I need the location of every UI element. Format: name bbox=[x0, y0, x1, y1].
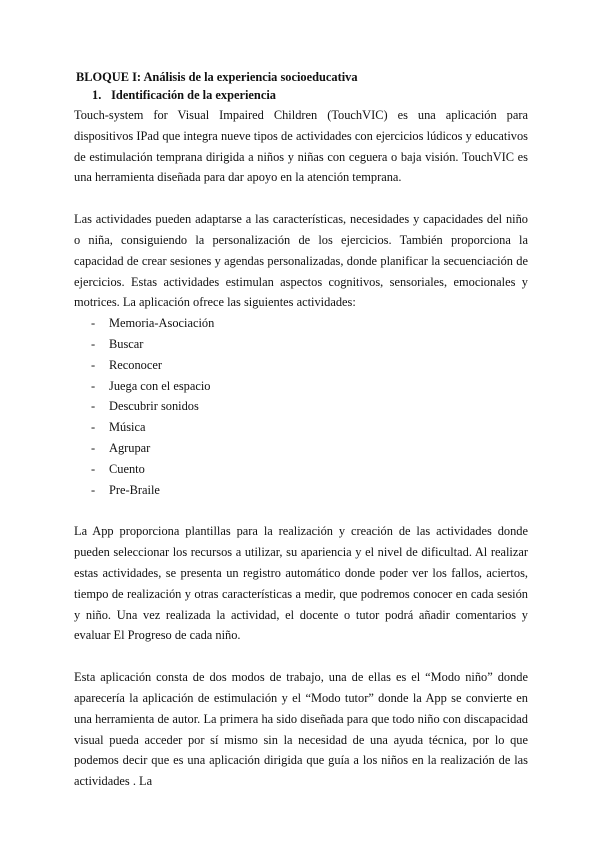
list-dash: - bbox=[91, 482, 96, 497]
activity-item bbox=[74, 313, 528, 334]
paragraph-intro: Touch-system for Visual Impaired Children (TouchVIC) es una aplicación para dispositivos IPad que integra nueve tipos de actividades con ejercicios lúdicos y educativos de estimulación temprana dirigida a niños y niñas con ceguera o baja visión. TouchVIC es una herramienta diseñada para dar apoyo en la atención temprana. bbox=[74, 108, 528, 185]
activity-label: Agrupar bbox=[109, 440, 151, 455]
activity-label: Buscar bbox=[109, 336, 144, 351]
list-dash: - bbox=[91, 316, 96, 331]
list-dash: - bbox=[91, 357, 96, 372]
page-content bbox=[74, 68, 528, 792]
activity-item bbox=[74, 417, 528, 438]
activities-list bbox=[74, 313, 528, 500]
activity-label: Música bbox=[109, 420, 146, 435]
activity-label: Memoria-Asociación bbox=[109, 316, 215, 331]
list-dash: - bbox=[91, 420, 96, 435]
list-dash: - bbox=[91, 440, 96, 455]
activity-label: Cuento bbox=[109, 461, 145, 476]
paragraph-activities-intro: Las actividades pueden adaptarse a las características, necesidades y capacidades del niño o niña, consiguiendo la personalización de los ejercicios. También proporciona la capacidad de crear sesiones y agendas personalizadas, donde planificar la secuenciación de ejercicios. Estas actividades estimulan aspectos cognitivos, sensoriales, emocionales y motrices. La aplicación ofrece las siguientes actividades: bbox=[74, 212, 528, 310]
activity-item bbox=[74, 334, 528, 355]
paragraph-templates: La App proporciona plantillas para la realización y creación de las actividades donde pueden seleccionar los recursos a utilizar, su apariencia y el nivel de dificultad. Al realizar estas actividades, se presenta un registro automático donde poder ver los fallos, aciertos, tiempo de realización y otras características a medir, que podremos conocer en cada sesión y niño. Una vez realizada la actividad, el docente o tutor podrá añadir comentarios y evaluar El Progreso de cada niño. bbox=[74, 524, 528, 643]
paragraph-gap bbox=[74, 646, 528, 667]
list-dash: - bbox=[91, 336, 96, 351]
activity-item bbox=[74, 480, 528, 501]
list-dash: - bbox=[91, 399, 96, 414]
activity-item bbox=[74, 438, 528, 459]
activity-item bbox=[74, 396, 528, 417]
paragraph-modes: Esta aplicación consta de dos modos de trabajo, una de ellas es el “Modo niño” donde aparecería la aplicación de estimulación y el “Modo tutor” donde la App se convierte en una herramienta de autor. La primera ha sido diseñada para que todo niño con discapacidad visual pueda acceder por sí mismo sin la necesidad de una ayuda técnica, por lo que podemos decir que es una aplicación dirigida que guía a los niños en la realización de las actividades . La bbox=[74, 670, 528, 789]
activity-label: Pre-Braile bbox=[109, 482, 160, 497]
section-title: Identificación de la experiencia bbox=[111, 88, 276, 102]
activity-item bbox=[74, 355, 528, 376]
list-dash: - bbox=[91, 378, 96, 393]
activity-label: Descubrir sonidos bbox=[109, 399, 199, 414]
section-heading bbox=[92, 86, 528, 104]
paragraph-gap bbox=[74, 188, 528, 209]
activity-label: Juega con el espacio bbox=[109, 378, 211, 393]
list-dash: - bbox=[91, 461, 96, 476]
activity-label: Reconocer bbox=[109, 357, 162, 372]
activity-item bbox=[74, 459, 528, 480]
section-number: 1. bbox=[92, 88, 102, 102]
activity-item bbox=[74, 376, 528, 397]
block-title: BLOQUE I: Análisis de la experiencia socioeducativa bbox=[76, 70, 358, 84]
paragraph-gap bbox=[74, 500, 528, 521]
